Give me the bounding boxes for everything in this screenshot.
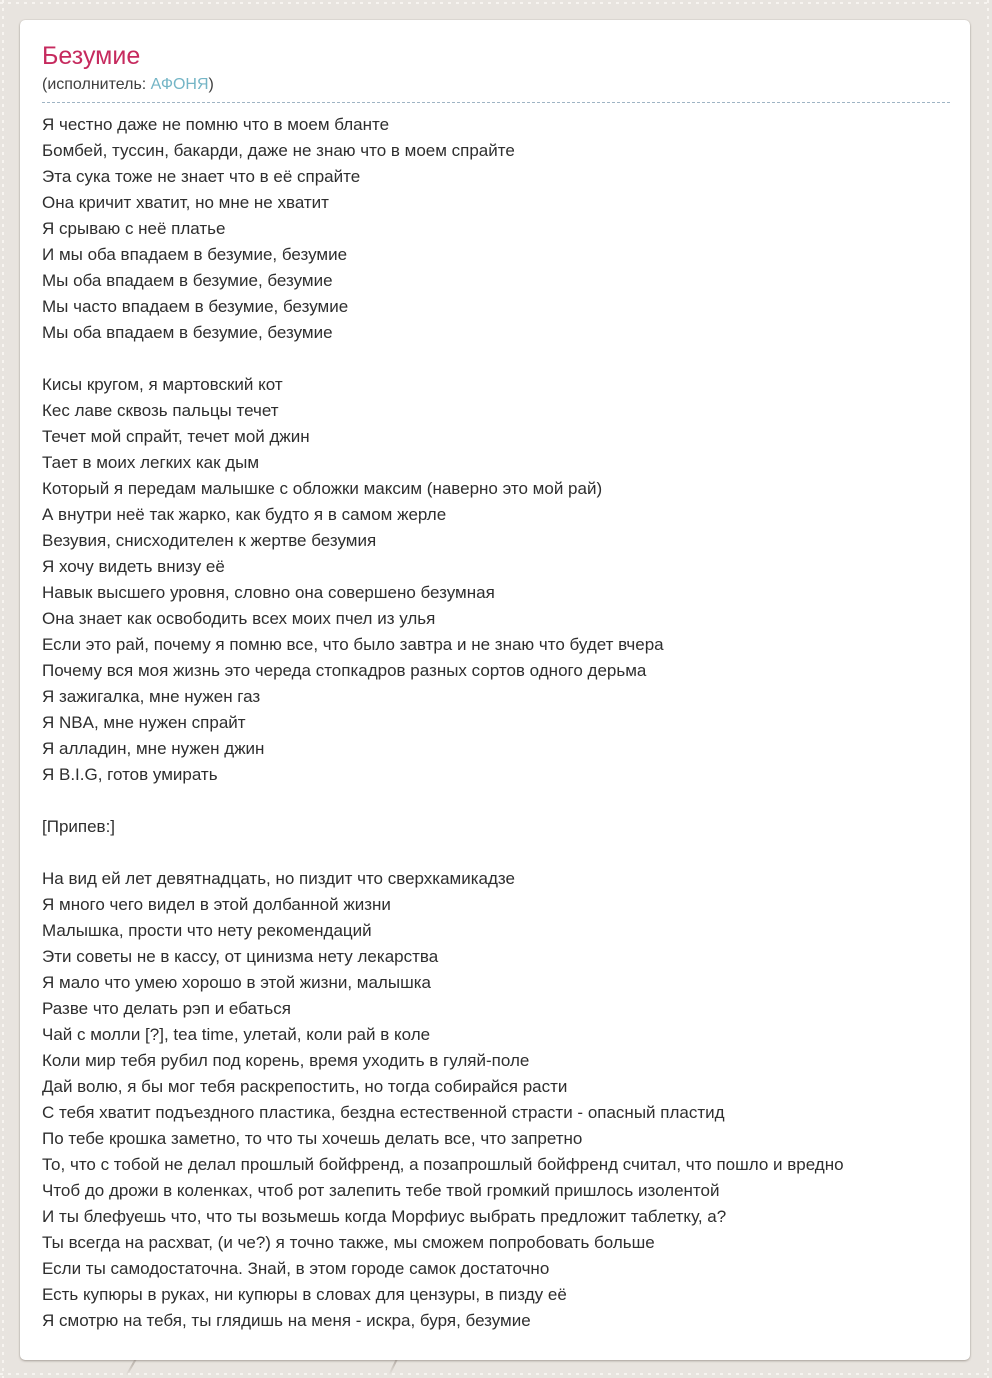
lyric-line: Если это рай, почему я помню все, что было завтра и не знаю что будет вчера (42, 635, 664, 654)
lyric-line: Кисы кругом, я мартовский кот (42, 375, 283, 394)
lyric-line: Чтоб до дрожи в коленках, чтоб рот залепить тебе твой громкий пришлось изолентой (42, 1181, 720, 1200)
lyric-line (42, 788, 950, 814)
lyric-line: Чай с молли [?], tea time, улетай, коли рай в коле (42, 1025, 431, 1044)
lyric-line: Я B.I.G, готов умирать (42, 765, 218, 784)
lyric-line: Навык высшего уровня, словно она совершено безумная (42, 583, 495, 602)
lyric-line: Я смотрю на тебя, ты глядишь на меня - искра, буря, безумие (42, 1311, 531, 1330)
lyric-line (42, 346, 950, 372)
lyric-line: Кес лаве сквозь пальцы течет (42, 401, 279, 420)
lyric-line: То, что с тобой не делал прошлый бойфренд, а позапрошлый бойфренд считал, что пошло и вредно (42, 1155, 844, 1174)
lyric-line: Разве что делать рэп и ебаться (42, 999, 291, 1018)
lyric-line: Мы оба впадаем в безумие, безумие (42, 271, 333, 290)
lyric-line: Я срываю с неё платье (42, 219, 226, 238)
artist-label: (исполнитель: (42, 76, 151, 93)
lyric-line: Я хочу видеть внизу её (42, 557, 225, 576)
lyric-line: Течет мой спрайт, течет мой джин (42, 427, 310, 446)
lyrics-card (20, 20, 970, 1360)
lyric-line: [Припев:] (42, 817, 116, 836)
lyric-line: Эта сука тоже не знает что в её спрайте (42, 167, 361, 186)
lyric-line: Я алладин, мне нужен джин (42, 739, 265, 758)
lyric-line: С тебя хватит подъездного пластика, бездна естественной страсти - опасный пластид (42, 1103, 725, 1122)
lyrics-text (42, 112, 950, 1334)
artist-close-paren: ) (208, 76, 214, 93)
lyric-line: Ты всегда на расхват, (и че?) я точно также, мы сможем попробовать больше (42, 1233, 655, 1252)
page-edge-stitch-top (0, 2, 992, 4)
lyric-line: Мы часто впадаем в безумие, безумие (42, 297, 349, 316)
lyric-line: Дай волю, я бы мог тебя раскрепостить, но тогда собирайся расти (42, 1077, 568, 1096)
lyric-line: Который я передам малышке с обложки максим (наверно это мой рай) (42, 479, 603, 498)
lyric-line: Малышка, прости что нету рекомендаций (42, 921, 372, 940)
lyric-line: Если ты самодостаточна. Знай, в этом городе самок достаточно (42, 1259, 550, 1278)
artist-link[interactable]: АФОНЯ (150, 76, 209, 93)
lyric-line: И ты блефуешь что, что ты возьмешь когда Морфиус выбрать предложит таблетку, а? (42, 1207, 727, 1226)
lyric-line: На вид ей лет девятнадцать, но пиздит что сверхкамикадзе (42, 869, 515, 888)
lyric-line: А внутри неё так жарко, как будто я в самом жерле (42, 505, 447, 524)
page-edge-stitch-right (987, 0, 989, 1378)
lyric-line: Эти советы не в кассу, от цинизма нету лекарства (42, 947, 439, 966)
page-edge-stitch-bottom (0, 1373, 992, 1375)
artist-line (42, 75, 950, 103)
page-edge-stitch-left (2, 0, 4, 1378)
lyric-line: И мы оба впадаем в безумие, безумие (42, 245, 348, 264)
lyric-line: Я зажигалка, мне нужен газ (42, 687, 261, 706)
lyric-line: Тает в моих легких как дым (42, 453, 260, 472)
lyric-line (42, 840, 950, 866)
lyric-line: Я много чего видел в этой долбанной жизни (42, 895, 391, 914)
lyric-line: Везувия, снисходителен к жертве безумия (42, 531, 377, 550)
lyric-line: Я NBA, мне нужен спрайт (42, 713, 246, 732)
lyric-line: Я честно даже не помню что в моем бланте (42, 115, 390, 134)
lyric-line: Бомбей, туссин, бакарди, даже не знаю что в моем спрайте (42, 141, 515, 160)
lyric-line: Мы оба впадаем в безумие, безумие (42, 323, 333, 342)
lyric-line: Она кричит хватит, но мне не хватит (42, 193, 329, 212)
song-title: Безумие (42, 42, 141, 70)
lyric-line: Коли мир тебя рубил под корень, время уходить в гуляй-поле (42, 1051, 530, 1070)
lyric-line: Я мало что умею хорошо в этой жизни, малышка (42, 973, 431, 992)
lyric-line: Она знает как освободить всех моих пчел из улья (42, 609, 436, 628)
lyric-line: По тебе крошка заметно, то что ты хочешь делать все, что запретно (42, 1129, 583, 1148)
lyric-line: Почему вся моя жизнь это череда стопкадров разных сортов одного дерьма (42, 661, 647, 680)
lyric-line: Есть купюры в руках, ни купюры в словах для цензуры, в пизду её (42, 1285, 567, 1304)
